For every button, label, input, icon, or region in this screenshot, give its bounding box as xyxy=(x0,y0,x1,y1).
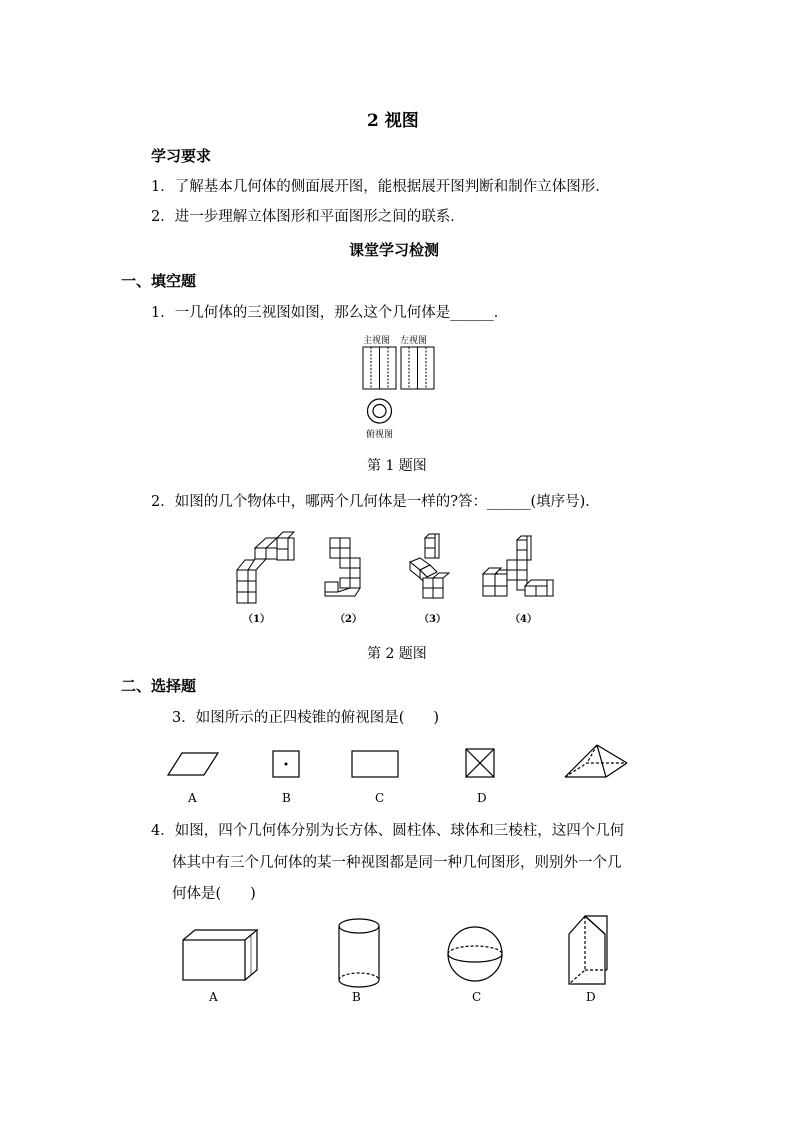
q1-three-views-figure xyxy=(355,330,445,445)
solid-a-label: A xyxy=(209,990,218,1004)
solid-b-cylinder xyxy=(339,919,379,987)
question-4-line-2: 体其中有三个几何体的某一种视图都是同一种几何图形，则别外一个几 xyxy=(172,855,622,871)
option-c-rectangle xyxy=(352,751,398,777)
solid-b-label: B xyxy=(352,990,361,1004)
structure-2 xyxy=(325,538,360,596)
question-4-line-3: 何体是( ) xyxy=(172,886,256,902)
option-d-label: D xyxy=(477,791,487,805)
requirement-item-1: 1．了解基本几何体的侧面展开图，能根据展开图判断和制作立体图形． xyxy=(151,179,610,195)
q2-cube-structures-figure xyxy=(225,530,565,630)
section-title: 课堂学习检测 xyxy=(349,241,440,259)
left-view-label: 左视图 xyxy=(400,336,428,346)
top-view-rings xyxy=(368,399,392,423)
option-c-label: C xyxy=(375,791,385,805)
requirements-heading: 学习要求 xyxy=(151,147,212,165)
q4-solids-figure xyxy=(175,912,625,1010)
solid-c-sphere xyxy=(448,927,502,981)
question-2-text: 2．如图的几个物体中，哪两个几何体是一样的?答：______(填序号)． xyxy=(151,494,600,510)
front-view-rect xyxy=(363,347,396,389)
q3-options-figure xyxy=(160,745,640,807)
question-3-text: 3．如图所示的正四棱锥的俯视图是( ) xyxy=(172,710,440,726)
structure-1 xyxy=(237,532,294,603)
structure-3 xyxy=(410,534,449,598)
question-4-line-1: 4．如图，四个几何体分别为长方体、圆柱体、球体和三棱柱，这四个几何 xyxy=(151,823,625,839)
structure-label-3: （3） xyxy=(419,614,446,625)
solid-d-label: D xyxy=(586,990,596,1004)
page-title: 2 视图 xyxy=(367,111,419,131)
structure-label-4: （4） xyxy=(510,614,537,625)
structure-label-2: （2） xyxy=(335,614,362,625)
option-a-label: A xyxy=(188,791,197,805)
option-b-label: B xyxy=(282,791,291,805)
top-view-label: 俯视图 xyxy=(366,430,394,440)
solid-d-triangular-prism xyxy=(569,916,607,984)
requirement-item-2: 2．进一步理解立体图形和平面图形之间的联系． xyxy=(151,209,465,225)
part1-heading: 一、填空题 xyxy=(121,272,197,290)
left-view-rect xyxy=(401,347,434,389)
solid-c-label: C xyxy=(472,990,482,1004)
figure-2-caption: 第 2 题图 xyxy=(367,646,427,662)
front-view-label: 主视图 xyxy=(363,336,391,346)
solid-a-cuboid xyxy=(183,930,257,980)
structure-4 xyxy=(483,536,553,596)
figure-1-caption: 第 1 题图 xyxy=(367,458,427,474)
option-pyramid xyxy=(565,745,627,777)
part2-heading: 二、选择题 xyxy=(121,677,197,695)
question-1-text: 1．一几何体的三视图如图，那么这个几何体是______． xyxy=(151,305,509,321)
structure-label-1: （1） xyxy=(243,614,270,625)
option-a-parallelogram xyxy=(168,753,218,775)
option-d-square-cross xyxy=(466,749,494,777)
